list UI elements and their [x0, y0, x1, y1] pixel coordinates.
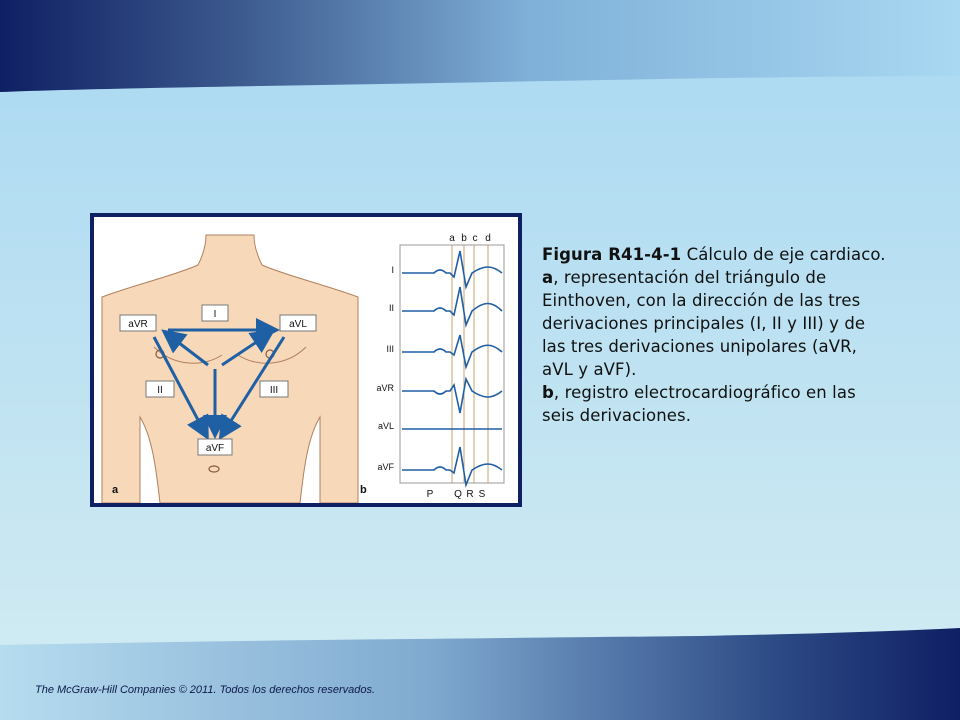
lead-label-iii: III — [269, 385, 279, 396]
figure-caption — [542, 243, 887, 427]
ecg-lead-avf: aVF — [377, 462, 394, 472]
lead-label-avl: aVL — [289, 319, 307, 330]
caption-part-a-letter: a — [542, 268, 554, 287]
wave-s: S — [478, 489, 486, 500]
ecg-lead-iii: III — [386, 344, 394, 354]
caption-part-b-text: , registro electrocardiográfico en las seis derivaciones. — [542, 383, 856, 425]
copyright-footer: The McGraw-Hill Companies © 2011. Todos los derechos reservados. — [35, 684, 376, 696]
lead-label-ii: II — [157, 385, 163, 396]
marker-c: c — [472, 233, 478, 244]
caption-part-b-letter: b — [542, 383, 554, 402]
panel-a-torso — [102, 235, 358, 503]
wave-r: R — [466, 489, 474, 500]
caption-figure-id: Figura R41-4-1 — [542, 245, 682, 264]
ecg-lead-avr: aVR — [376, 383, 394, 393]
ecg-lead-ii: II — [388, 303, 394, 313]
marker-b: b — [461, 233, 467, 244]
caption-title: Cálculo de eje cardiaco. — [681, 245, 886, 264]
panel-a-label: a — [112, 484, 119, 496]
ecg-lead-avl: aVL — [377, 421, 394, 431]
einthoven-figure — [94, 217, 518, 503]
marker-a: a — [449, 233, 455, 244]
wave-p: P — [426, 489, 434, 500]
lead-label-i: I — [213, 309, 217, 320]
lead-label-avf: aVF — [205, 443, 225, 454]
ecg-lead-i: I — [391, 265, 394, 275]
caption-part-a-text: , representación del triángulo de Einthoven, con la dirección de las tres derivaciones principales (I, II y III) y de las tres derivaciones unipolares (aVR, aVL y aVF). — [542, 268, 866, 379]
wave-q: Q — [454, 489, 462, 500]
panel-b-label: b — [360, 484, 367, 496]
lead-label-avr: aVR — [128, 319, 148, 330]
figure-image — [90, 213, 522, 507]
panel-b-ecg — [376, 233, 504, 500]
marker-d: d — [485, 233, 491, 244]
